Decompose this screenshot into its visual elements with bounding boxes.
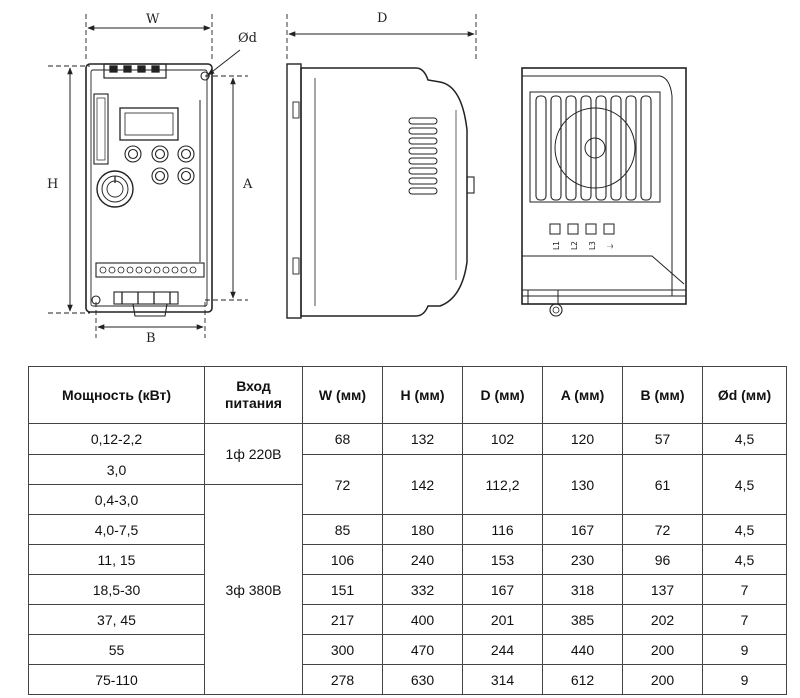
header-w: W (мм) [303, 367, 383, 424]
input-cell: 3ф 380В [205, 485, 303, 695]
power-cell: 18,5-30 [29, 575, 205, 605]
h-cell: 332 [383, 575, 463, 605]
d-cell: 167 [463, 575, 543, 605]
b-cell: 96 [623, 545, 703, 575]
ground-icon: ⏚ [606, 242, 615, 250]
od-cell: 4,5 [703, 545, 787, 575]
a-cell: 120 [543, 424, 623, 455]
b-cell: 61 [623, 455, 703, 515]
terminal-l3: L3 [588, 241, 597, 250]
power-cell: 0,12-2,2 [29, 424, 205, 455]
dim-b-label: B [146, 331, 156, 345]
table-row [29, 575, 787, 605]
h-cell: 630 [383, 665, 463, 695]
od-cell: 4,5 [703, 455, 787, 515]
od-cell: 7 [703, 575, 787, 605]
d-cell: 244 [463, 635, 543, 665]
terminal-l2: L2 [570, 241, 579, 250]
dimensions-table [28, 366, 787, 695]
power-cell: 0,4-3,0 [29, 485, 205, 515]
d-cell: 201 [463, 605, 543, 635]
table-row [29, 605, 787, 635]
h-cell: 180 [383, 515, 463, 545]
b-cell: 200 [623, 635, 703, 665]
knob [97, 171, 133, 207]
power-cell: 55 [29, 635, 205, 665]
h-cell: 142 [383, 455, 463, 515]
w-cell: 68 [303, 424, 383, 455]
table-header-row [29, 367, 787, 424]
power-cell: 75-110 [29, 665, 205, 695]
keypad [125, 146, 194, 184]
w-cell: 106 [303, 545, 383, 575]
power-cell: 11, 15 [29, 545, 205, 575]
d-cell: 116 [463, 515, 543, 545]
a-cell: 130 [543, 455, 623, 515]
dim-h-label: H [47, 177, 59, 192]
w-cell: 85 [303, 515, 383, 545]
dimension-drawing [0, 0, 800, 345]
header-h: H (мм) [383, 367, 463, 424]
power-cell: 3,0 [29, 455, 205, 485]
side-view [287, 14, 476, 318]
b-cell: 202 [623, 605, 703, 635]
b-cell: 200 [623, 665, 703, 695]
header-power: Мощность (кВт) [29, 367, 205, 424]
power-cell: 4,0-7,5 [29, 515, 205, 545]
input-cell: 1ф 220В [205, 424, 303, 485]
h-cell: 400 [383, 605, 463, 635]
a-cell: 440 [543, 635, 623, 665]
w-cell: 278 [303, 665, 383, 695]
dim-od-label: Ød [238, 31, 257, 46]
b-cell: 57 [623, 424, 703, 455]
table-row [29, 515, 787, 545]
front-view [48, 14, 248, 338]
header-b: B (мм) [623, 367, 703, 424]
w-cell: 300 [303, 635, 383, 665]
a-cell: 167 [543, 515, 623, 545]
h-cell: 470 [383, 635, 463, 665]
terminal-l1: L1 [552, 241, 561, 250]
dim-d-label: D [377, 11, 388, 26]
terminal-labels [552, 241, 615, 250]
a-cell: 612 [543, 665, 623, 695]
table-row [29, 424, 787, 455]
power-cell: 37, 45 [29, 605, 205, 635]
dim-w-label: W [146, 12, 160, 27]
w-cell: 151 [303, 575, 383, 605]
od-cell: 7 [703, 605, 787, 635]
dim-a-label: A [243, 177, 253, 192]
header-a: A (мм) [543, 367, 623, 424]
a-cell: 318 [543, 575, 623, 605]
header-d: D (мм) [463, 367, 543, 424]
od-cell: 9 [703, 665, 787, 695]
header-input: Вход питания [205, 367, 303, 424]
d-cell: 153 [463, 545, 543, 575]
heatsink-vent [409, 118, 437, 194]
w-cell: 217 [303, 605, 383, 635]
h-cell: 240 [383, 545, 463, 575]
a-cell: 230 [543, 545, 623, 575]
od-cell: 9 [703, 635, 787, 665]
b-cell: 137 [623, 575, 703, 605]
w-cell: 72 [303, 455, 383, 515]
table-row [29, 455, 787, 485]
d-cell: 112,2 [463, 455, 543, 515]
od-cell: 4,5 [703, 424, 787, 455]
d-cell: 102 [463, 424, 543, 455]
b-cell: 72 [623, 515, 703, 545]
bottom-view [522, 68, 686, 316]
d-cell: 314 [463, 665, 543, 695]
od-cell: 4,5 [703, 515, 787, 545]
table-row [29, 635, 787, 665]
header-od: Ød (мм) [703, 367, 787, 424]
table-row [29, 545, 787, 575]
h-cell: 132 [383, 424, 463, 455]
table-row [29, 665, 787, 695]
a-cell: 385 [543, 605, 623, 635]
